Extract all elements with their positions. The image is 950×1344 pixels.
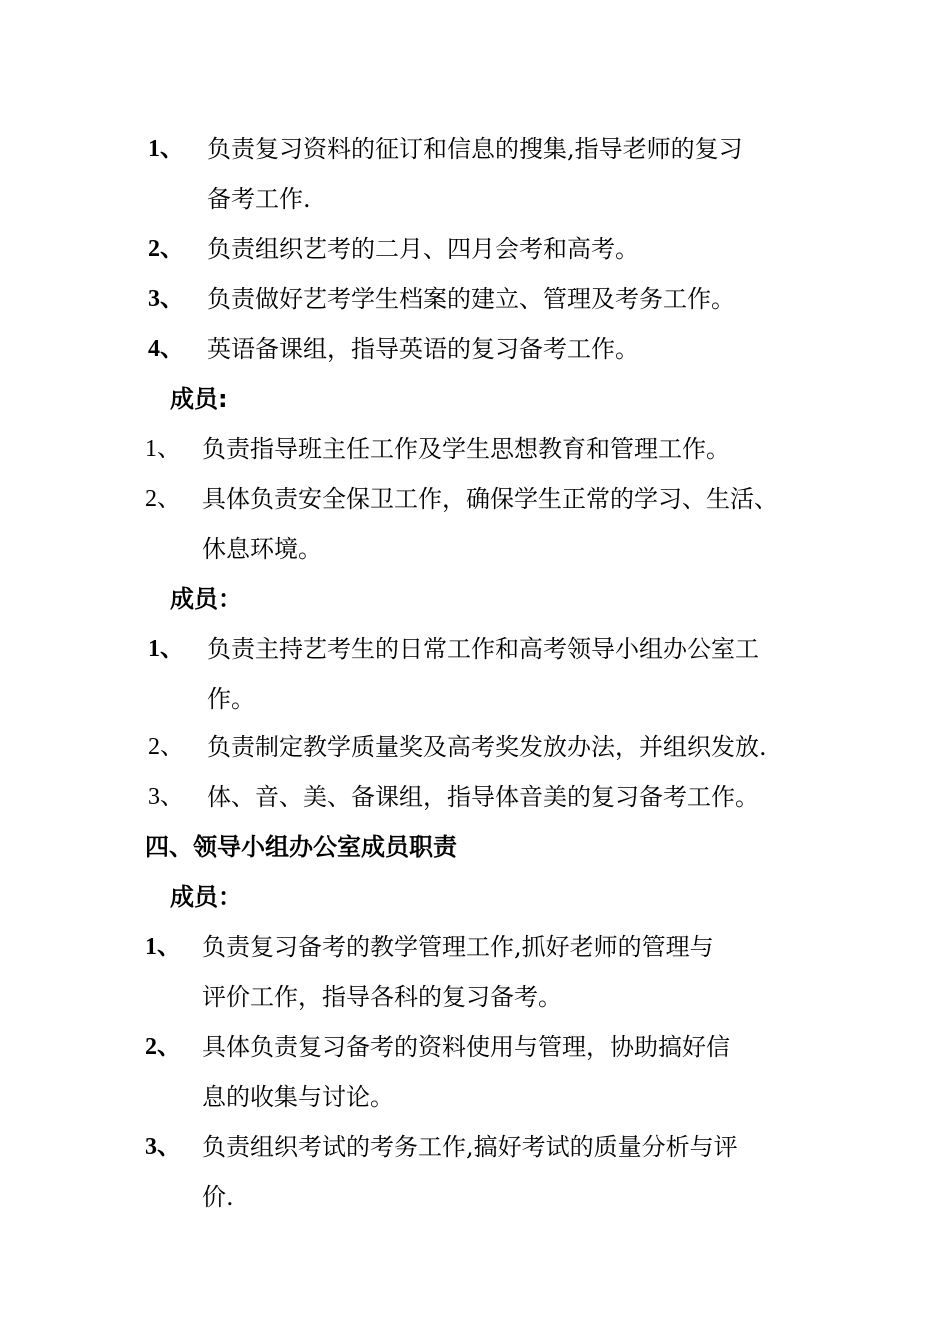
item-text: 具体负责复习备考的资料使用与管理，协助搞好信 [202,1033,730,1061]
item-number: 3、 [145,1134,181,1160]
members-label: 成员： [170,585,242,613]
item-text-continued: 评价工作，指导各科的复习备考。 [202,983,562,1011]
section-heading: 四、领导小组办公室成员职责 [145,833,457,861]
item-text: 英语备课组，指导英语的复习备考工作。 [207,335,639,363]
item-number: 1、 [148,136,184,162]
item-text: 负责组织考试的考务工作,搞好考试的质量分析与评 [202,1133,738,1161]
item-number: 2、 [148,734,184,760]
item-text: 负责主持艺考生的日常工作和高考领导小组办公室工 [207,635,759,663]
item-text: 负责制定教学质量奖及高考奖发放办法，并组织发放. [207,733,767,761]
item-text: 负责组织艺考的二月、四月会考和高考。 [207,235,639,263]
item-text-continued: 作。 [207,685,255,713]
item-text-continued: 价. [202,1183,234,1211]
item-number: 1、 [145,436,181,462]
item-text: 负责复习资料的征订和信息的搜集,指导老师的复习 [207,135,743,163]
item-number: 1、 [145,934,181,960]
item-number: 3、 [148,286,184,312]
item-text: 负责做好艺考学生档案的建立、管理及考务工作。 [207,285,735,313]
item-text: 负责指导班主任工作及学生思想教育和管理工作。 [202,435,730,463]
item-text-continued: 休息环境。 [202,535,322,563]
item-number: 2、 [148,236,184,262]
item-number: 1、 [148,636,184,662]
item-number: 4、 [148,336,184,362]
members-label: 成员： [170,883,242,911]
item-text-continued: 备考工作. [207,185,311,213]
item-text-continued: 息的收集与讨论。 [202,1083,394,1111]
members-label: 成员: [170,385,228,413]
item-text: 体、音、美、备课组，指导体音美的复习备考工作。 [207,783,759,811]
item-text: 负责复习备考的教学管理工作,抓好老师的管理与 [202,933,714,961]
item-number: 3、 [148,784,184,810]
item-number: 2、 [145,1034,181,1060]
item-number: 2、 [145,486,181,512]
item-text: 具体负责安全保卫工作，确保学生正常的学习、生活、 [202,485,778,513]
